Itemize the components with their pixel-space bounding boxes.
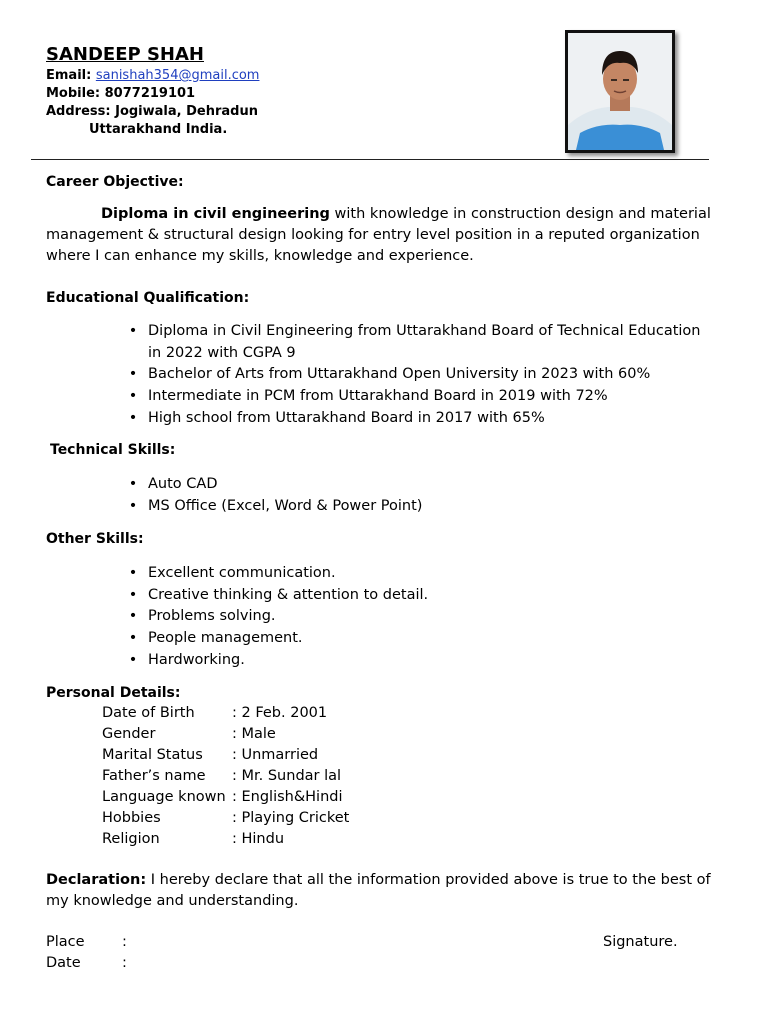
mobile-line <box>46 86 195 101</box>
personal-row-hobbies: Hobbies : Playing Cricket <box>102 810 350 826</box>
list-item: • Hardworking. <box>128 651 245 668</box>
career-objective-heading: Career Objective: <box>46 174 184 190</box>
list-item: • Diploma in Civil Engineering from Uttarakhand Board of Technical Education in 2022 with CGPA 9 <box>128 323 701 361</box>
technical-skills-list <box>126 474 716 517</box>
other-skills-heading: Other Skills: <box>46 531 144 547</box>
other-skills-list <box>126 563 716 672</box>
email-link[interactable]: sanishah354@gmail.com <box>95 68 260 83</box>
list-item: • Bachelor of Arts from Uttarakhand Open University in 2023 with 60% <box>128 366 651 383</box>
declaration-body: I hereby declare that all the information provided above is true to the best of my knowledge and understanding. <box>46 872 711 909</box>
education-list <box>126 321 716 430</box>
date-colon: : <box>122 955 127 971</box>
declaration-label: Declaration: <box>46 872 147 888</box>
personal-row-gender: Gender : Male <box>102 726 276 742</box>
list-item: • Intermediate in PCM from Uttarakhand Board in 2019 with 72% <box>128 388 608 405</box>
career-objective-body: with knowledge in construction design and material management & structural design looking for entry level position in a reputed organization where I can enhance my skills, knowledge and experience. <box>46 206 711 264</box>
declaration-text <box>46 870 716 912</box>
career-objective-text <box>46 204 711 267</box>
list-item: • High school from Uttarakhand Board in 2017 with 65% <box>128 409 545 426</box>
address-line1: Jogiwala, Dehradun <box>115 104 258 119</box>
place-label: Place <box>46 934 85 950</box>
date-label: Date <box>46 955 81 971</box>
candidate-name: SANDEEP SHAH <box>46 44 204 65</box>
person-photo-icon <box>568 33 672 150</box>
header-divider <box>31 159 709 160</box>
personal-row-language: Language known : English&Hindi <box>102 789 343 805</box>
address-line2: Uttarakhand India. <box>89 122 228 137</box>
list-item: • Problems solving. <box>128 608 276 625</box>
list-item: • Auto CAD <box>128 476 218 492</box>
address-line <box>46 104 258 119</box>
email-label: Email: <box>46 68 92 83</box>
personal-row-religion: Religion : Hindu <box>102 831 285 847</box>
profile-photo <box>565 30 675 153</box>
personal-row-dob: Date of Birth : 2 Feb. 2001 <box>102 705 328 721</box>
technical-skills-heading: Technical Skills: <box>50 442 176 458</box>
list-item: • MS Office (Excel, Word & Power Point) <box>128 497 423 514</box>
education-heading: Educational Qualification: <box>46 290 250 306</box>
list-item: • People management. <box>128 630 303 647</box>
mobile-value: 8077219101 <box>104 86 196 101</box>
personal-row-marital-status: Marital Status : Unmarried <box>102 747 319 763</box>
list-item: • Excellent communication. <box>128 565 336 581</box>
place-colon: : <box>122 934 127 950</box>
career-objective-lead: Diploma in civil engineering <box>101 206 330 222</box>
mobile-label: Mobile: <box>46 86 101 101</box>
signature-label: Signature. <box>603 934 678 950</box>
email-line <box>46 68 259 83</box>
personal-details-heading: Personal Details: <box>46 685 181 701</box>
address-label: Address: <box>46 104 111 119</box>
personal-row-father-name: Father’s name : Mr. Sundar lal <box>102 768 342 784</box>
list-item: • Creative thinking & attention to detail. <box>128 586 429 603</box>
